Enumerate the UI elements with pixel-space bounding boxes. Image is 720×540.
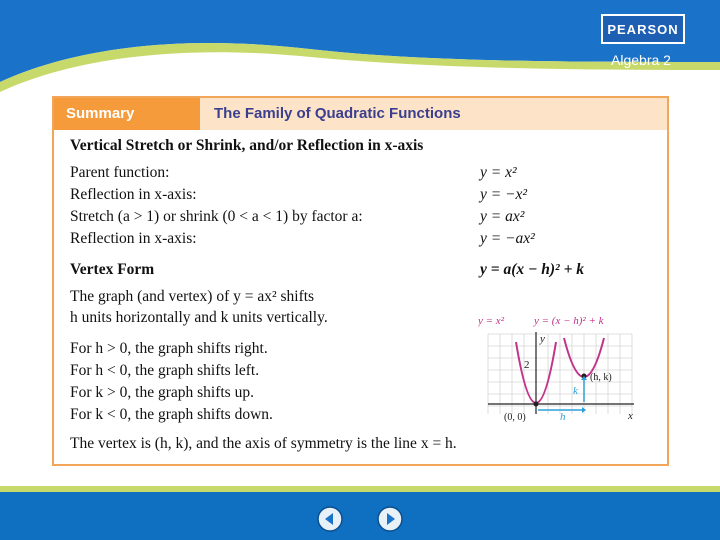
bottom-bar bbox=[0, 486, 720, 540]
k-label: k bbox=[573, 385, 578, 397]
vertex-form-graph bbox=[478, 312, 638, 422]
summary-tab: Summary bbox=[54, 98, 200, 130]
section2-heading: Vertex Form bbox=[70, 261, 155, 278]
conclusion-text: The vertex is (h, k), and the axis of symmetry is the line x = h. bbox=[70, 435, 457, 452]
pearson-logo: PEARSON bbox=[601, 14, 685, 44]
vertex-label: (h, k) bbox=[590, 372, 612, 383]
row-eq-4: y = −ax² bbox=[480, 230, 535, 247]
row-label-3: Stretch (a > 1) or shrink (0 < a < 1) by factor a: bbox=[70, 208, 363, 225]
summary-title: The Family of Quadratic Functions bbox=[200, 98, 667, 130]
course-label: Algebra 2 bbox=[611, 52, 671, 68]
row-label-4: Reflection in x-axis: bbox=[70, 230, 197, 247]
bottom-accent-line bbox=[0, 486, 720, 492]
case-4: For k < 0, the graph shifts down. bbox=[70, 406, 273, 423]
next-slide-button[interactable] bbox=[377, 506, 403, 532]
summary-box bbox=[52, 96, 669, 466]
y-tick-label: 2 bbox=[524, 359, 530, 371]
origin-label: (0, 0) bbox=[504, 412, 526, 422]
row-eq-2: y = −x² bbox=[480, 186, 528, 203]
parent-curve-label: y = x² bbox=[478, 315, 504, 327]
row-eq-1: y = x² bbox=[480, 164, 517, 181]
shift-line-2: h units horizontally and k units vertically. bbox=[70, 309, 328, 326]
section1-heading: Vertical Stretch or Shrink, and/or Reflection in x-axis bbox=[70, 137, 424, 154]
row-label-1: Parent function: bbox=[70, 164, 170, 181]
row-label-2: Reflection in x-axis: bbox=[70, 186, 197, 203]
case-1: For h > 0, the graph shifts right. bbox=[70, 340, 268, 357]
h-label: h bbox=[560, 411, 566, 422]
row-eq-3: y = ax² bbox=[480, 208, 525, 225]
origin-point bbox=[534, 402, 539, 407]
shift-line-1: The graph (and vertex) of y = ax² shifts bbox=[70, 288, 315, 305]
vertex-form-equation: y = a(x − h)² + k bbox=[480, 261, 585, 278]
case-3: For k > 0, the graph shifts up. bbox=[70, 384, 254, 401]
shifted-curve-label: y = (x − h)² + k bbox=[534, 315, 604, 327]
previous-slide-button[interactable] bbox=[317, 506, 343, 532]
x-axis-label: x bbox=[628, 410, 633, 422]
y-axis-label: y bbox=[540, 333, 545, 345]
case-2: For h < 0, the graph shifts left. bbox=[70, 362, 260, 379]
